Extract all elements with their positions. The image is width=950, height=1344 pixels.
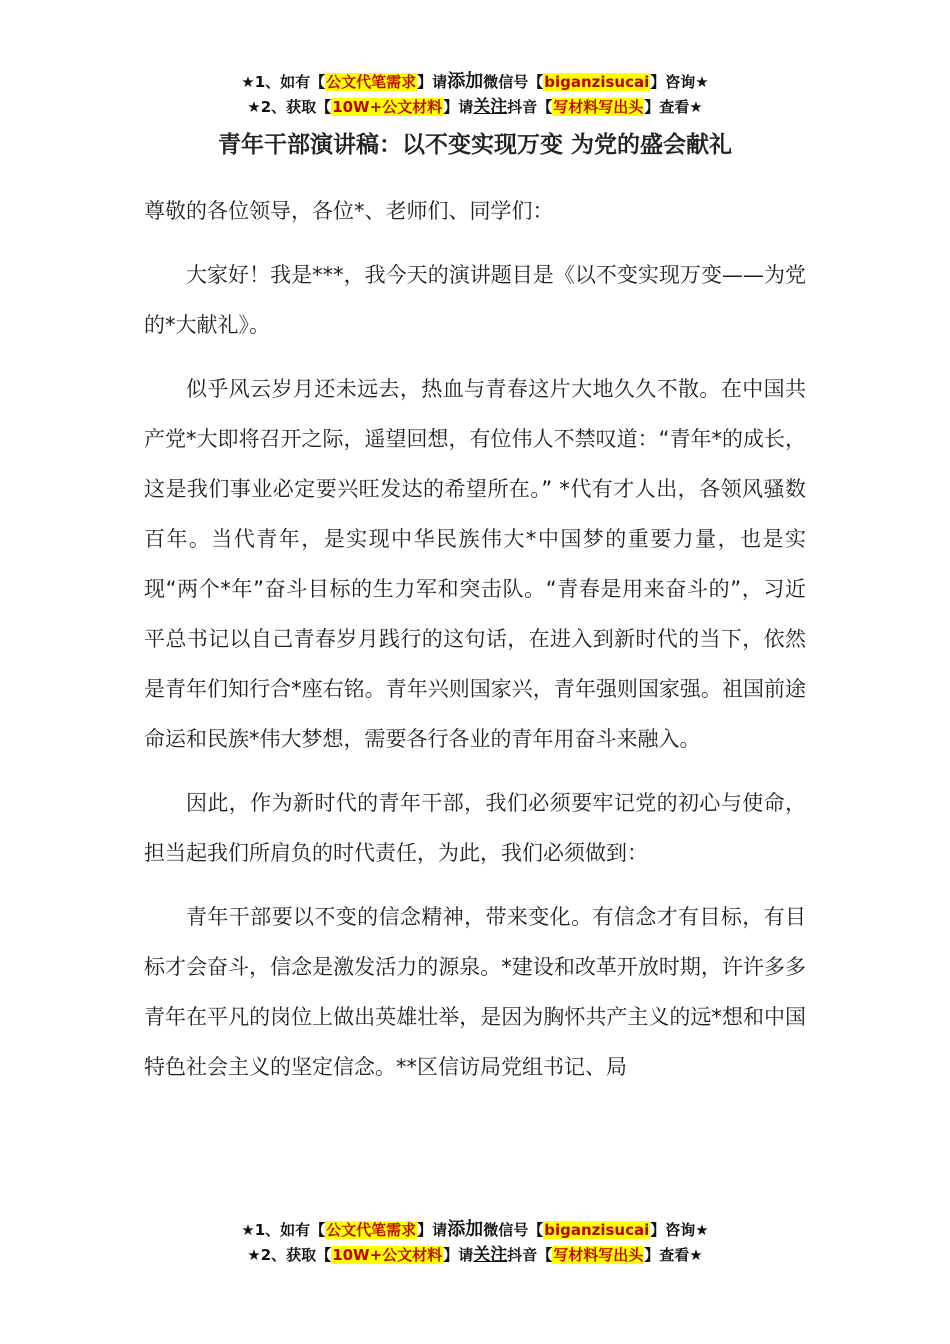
- promo-line-1-mid1: 】请: [417, 1221, 448, 1239]
- promo-line-2-prefix: ★2、获取【: [247, 1246, 332, 1264]
- promo-line-2-mid1: 】请: [443, 1246, 474, 1264]
- promo-line-1-suffix: 】咨询★: [650, 73, 709, 91]
- follow-emphasis: 关注: [473, 97, 508, 117]
- document-body: [144, 186, 806, 1106]
- promo-line-2-mid2: 抖音【: [507, 98, 553, 116]
- promo-line-1-prefix: ★1、如有【: [241, 1221, 326, 1239]
- promo-line-1-mid2: 微信号【: [483, 1221, 544, 1239]
- douyin-account-highlight: 写材料写出头: [553, 98, 644, 116]
- salutation-paragraph: 尊敬的各位领导，各位*、老师们、同学们：: [144, 199, 554, 223]
- promo-line-1-suffix: 】咨询★: [650, 1221, 709, 1239]
- body-paragraph: 似乎风云岁月还未远去，热血与青春这片大地久久不散。在中国共产党*大即将召开之际，遥望回想，有位伟人不禁叹道：“青年*的成长，这是我们事业必定要兴旺发达的希望所在。” *代有才人出，各领风骚数百年。当代青年，是实现中华民族伟大*中国梦的重要力量，也是实现“两个*年”奋斗目标的生力军和突击队。“青春是用来奋斗的”，习近平总书记以自己青春岁月践行的这句话，在进入到新时代的当下，依然是青年们知行合*座右铭。青年兴则国家兴，青年强则国家强。祖国前途命运和民族*伟大梦想，需要各行各业的青年用奋斗来融入。: [144, 377, 806, 751]
- materials-highlight: 10W+公文材料: [332, 98, 443, 116]
- materials-highlight: 10W+公文材料: [332, 1246, 443, 1264]
- wechat-id-highlight: biganzisucai: [544, 73, 650, 91]
- promo-line-1-mid2: 微信号【: [483, 73, 544, 91]
- promo-line-2: [0, 1243, 950, 1268]
- promo-line-2-suffix: 】查看★: [644, 1246, 703, 1264]
- ghostwriting-need-highlight: 公文代笔需求: [326, 1221, 417, 1239]
- document-title: 青年干部演讲稿：以不变实现万变 为党的盛会献礼: [217, 132, 732, 158]
- promo-line-1-prefix: ★1、如有【: [241, 73, 326, 91]
- promo-line-2-mid1: 】请: [443, 98, 474, 116]
- add-emphasis: 添加: [447, 1219, 484, 1240]
- promo-line-2-suffix: 】查看★: [644, 98, 703, 116]
- body-paragraph: 因此，作为新时代的青年干部，我们必须要牢记党的初心与使命，担当起我们所肩负的时代责任，为此，我们必须做到：: [144, 791, 806, 865]
- promo-line-1: [0, 69, 950, 95]
- greeting-paragraph: 大家好！我是***，我今天的演讲题目是《以不变实现万变——为党的*大献礼》。: [144, 263, 806, 337]
- wechat-id-highlight: biganzisucai: [544, 1221, 650, 1239]
- promo-line-2-mid2: 抖音【: [507, 1246, 553, 1264]
- ghostwriting-need-highlight: 公文代笔需求: [326, 73, 417, 91]
- promo-line-1-mid1: 】请: [417, 73, 448, 91]
- promo-line-2: [0, 95, 950, 120]
- body-paragraph: 青年干部要以不变的信念精神，带来变化。有信念才有目标，有目标才会奋斗，信念是激发活力的源泉。*建设和改革开放时期，许许多多青年在平凡的岗位上做出英雄壮举，是因为胸怀共产主义的远*想和中国特色社会主义的坚定信念。**区信访局党组书记、局: [144, 905, 806, 1079]
- add-emphasis: 添加: [447, 71, 484, 92]
- promo-header: [0, 69, 950, 120]
- douyin-account-highlight: 写材料写出头: [553, 1246, 644, 1264]
- promo-line-1: [0, 1217, 950, 1243]
- follow-emphasis: 关注: [473, 1245, 508, 1265]
- promo-line-2-prefix: ★2、获取【: [247, 98, 332, 116]
- promo-footer: [0, 1217, 950, 1268]
